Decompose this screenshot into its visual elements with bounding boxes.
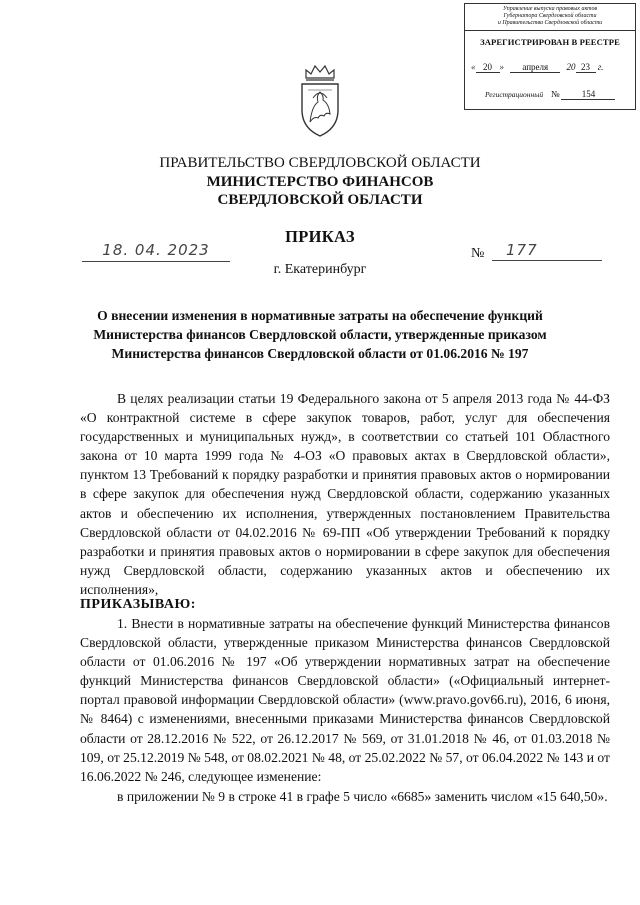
preamble-paragraph [80, 389, 610, 599]
registry-month: апреля [510, 62, 560, 73]
registry-year-prefix: 20 [566, 62, 576, 72]
sverdlovsk-coat-of-arms-icon [296, 62, 344, 140]
registry-quote-open: « [471, 62, 476, 72]
registry-number-label: Регистрационный [485, 90, 544, 99]
registry-number-row [485, 89, 615, 100]
preamble-text: В целях реализации статьи 19 Федерального закона от 5 апреля 2013 года № 44-ФЗ «О контрактной системе в сфере закупок товаров, работ, услуг для обеспечения государственных и муниципальных нужд», в соответствии со статьей 101 Областного закона от 10 марта 1999 года № 4-ОЗ «О правовых актах в Свердловской области», пунктом 13 Требований к порядку разработки и принятия правовых актов о нормировании в сфере закупок для обеспечения нужд Свердловской области, содержанию указанных актов и обеспечению их исполнения, утвержденных постановлением Правительства Свердловской области от 04.02.2016 № 69-ПП «Об утверждении Требований к порядку разработки и принятия правовых актов о нормировании в сфере закупок для обеспечения нужд Свердловской области, содержанию указанных актов и обеспечению их исполнения», [80, 391, 610, 597]
registry-title: ЗАРЕГИСТРИРОВАН В РЕЕСТРЕ [480, 37, 620, 47]
registry-quote-close: » [499, 62, 504, 72]
registry-year-unit: г. [597, 62, 604, 72]
registry-header-line: Губернатора Свердловской области [503, 13, 597, 19]
order-change-text: в приложении № 9 в строке 41 в графе 5 число «6685» заменить числом «15 640,50». [117, 789, 608, 804]
order-number-label: № [471, 246, 485, 261]
registry-date [471, 62, 631, 73]
ministry-name-line1: МИНИСТЕРСТВО ФИНАНСОВ [206, 174, 434, 190]
order-title-line: Министерства финансов Свердловской области, утвержденные приказом [93, 327, 547, 342]
registry-header-line: и Правительства Свердловской области [497, 20, 603, 26]
city: г. Екатеринбург [273, 262, 367, 277]
ministry-name-line2: СВЕРДЛОВСКОЙ ОБЛАСТИ [217, 192, 423, 208]
order-item-1-text: 1. Внести в нормативные затраты на обеспечение функций Министерства финансов Свердловской области, утвержденные приказом Министерства финансов Свердловской области от 01.06.2016 № 197 «Об утверждении нормативных затрат на обеспечение функций Министерства финансов Свердловской области» («Официальный интернет-портал правовой информации Свердловской области» (www.pravo.gov66.ru), 2016, 6 июня, № 8464) с изменениями, внесенными приказами Министерства финансов Свердловской области от 28.12.2016 № 522, от 26.12.2017 № 569, от 31.01.2018 № 46, от 01.03.2018 № 109, от 25.12.2019 № 548, от 08.02.2021 № 48, от 25.02.2022 № 57, от 06.04.2022 № 143 и от 16.06.2022 № 246, следующее изменение: [80, 616, 610, 784]
government-name: ПРАВИТЕЛЬСТВО СВЕРДЛОВСКОЙ ОБЛАСТИ [159, 155, 481, 171]
registry-stamp-header [465, 4, 635, 31]
orders-heading: ПРИКАЗЫВАЮ: [80, 597, 196, 612]
order-change [80, 787, 610, 806]
order-number: 177 [492, 241, 602, 261]
order-date: 18. 04. 2023 [82, 241, 230, 262]
order-item-1 [80, 614, 610, 786]
registry-number-sign: № [550, 89, 560, 99]
registry-year-suffix: 23 [576, 62, 596, 73]
order-title-line: Министерства финансов Свердловской области от 01.06.2016 № 197 [111, 346, 529, 361]
registry-header-line: Управление выпуска правовых актов [502, 6, 598, 12]
registry-number: 154 [561, 89, 615, 100]
registry-day: 20 [476, 62, 500, 73]
document-type: ПРИКАЗ [285, 227, 355, 246]
registry-stamp [464, 3, 636, 110]
order-title-line: О внесении изменения в нормативные затраты на обеспечение функций [97, 308, 543, 323]
